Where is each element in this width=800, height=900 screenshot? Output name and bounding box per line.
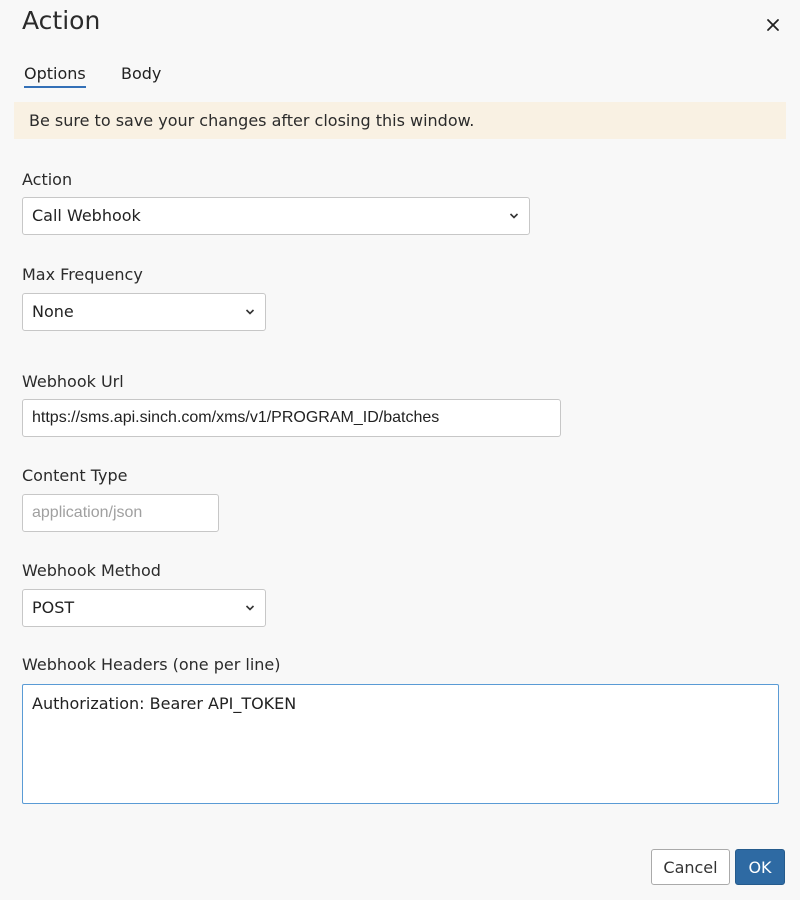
close-icon[interactable]: [762, 14, 784, 36]
action-select[interactable]: [22, 197, 530, 235]
cancel-button[interactable]: Cancel: [651, 849, 730, 885]
webhook-url-input[interactable]: [22, 399, 561, 437]
max-frequency-label: Max Frequency: [22, 265, 143, 284]
webhook-method-label: Webhook Method: [22, 561, 161, 580]
max-frequency-select[interactable]: [22, 293, 266, 331]
webhook-headers-textarea[interactable]: [22, 684, 779, 804]
content-type-input[interactable]: [22, 494, 219, 532]
webhook-method-select-value: POST: [32, 598, 75, 617]
save-reminder-banner: [14, 102, 786, 139]
dialog-title: Action: [22, 6, 101, 35]
tab-body[interactable]: Body: [121, 64, 162, 83]
chevron-down-icon: [245, 604, 255, 612]
webhook-url-label: Webhook Url: [22, 372, 124, 391]
banner-text: Be sure to save your changes after closing this window.: [29, 111, 475, 130]
chevron-down-icon: [509, 212, 519, 220]
action-label: Action: [22, 170, 73, 189]
tab-options[interactable]: Options: [24, 64, 86, 88]
content-type-label: Content Type: [22, 466, 128, 485]
action-select-value: Call Webhook: [32, 206, 141, 225]
max-frequency-select-value: None: [32, 302, 74, 321]
webhook-headers-label: Webhook Headers (one per line): [22, 655, 281, 674]
webhook-method-select[interactable]: [22, 589, 266, 627]
ok-button[interactable]: OK: [735, 849, 785, 885]
chevron-down-icon: [245, 308, 255, 316]
